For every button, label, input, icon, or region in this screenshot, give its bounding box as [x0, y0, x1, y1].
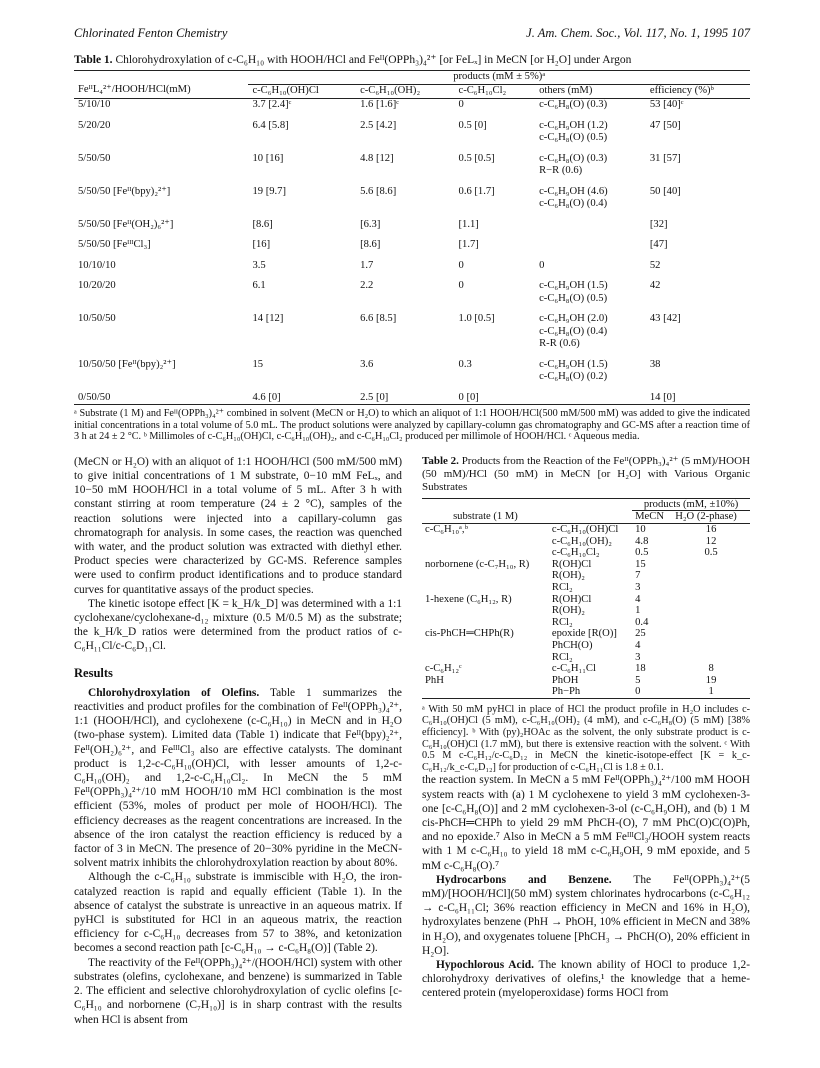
table-row	[422, 523, 750, 535]
table-cell: 3.5	[252, 259, 266, 271]
table-cell: 42	[649, 280, 661, 291]
table-cell: 4.8 [12]	[360, 152, 394, 164]
table-cell: 43 [42]	[649, 313, 681, 324]
table-cell: 3	[635, 581, 641, 593]
table-cell: 19 [9.7]	[252, 185, 286, 197]
table2-group-header: products (mM, ±10%)	[632, 498, 750, 511]
table-cell: 15	[252, 358, 264, 370]
table-cell	[422, 617, 549, 629]
table-cell: 0.6 [1.7]	[458, 185, 495, 197]
table-row	[74, 178, 750, 211]
table-row	[74, 99, 750, 112]
table1-col-header: c-C₆H₁₀(OH)Cl	[248, 84, 356, 99]
table-cell: [16]	[252, 239, 271, 250]
table-row	[422, 652, 750, 664]
hypochlorous-heading: Hypochlorous Acid.	[436, 959, 534, 972]
hypochlorous-paragraph	[422, 958, 750, 1001]
table-row	[422, 617, 750, 629]
table-cell: epoxide [R(O)]	[551, 628, 617, 640]
table-cell: 0.5 [0]	[458, 119, 487, 131]
table-cell	[672, 582, 750, 594]
table-cell	[672, 605, 750, 617]
reaction-paragraph: the reaction system. In MeCN a 5 mM Feᴵᴵ(OPPh₃)₄²⁺/100 mM HOOH system reacts with (a) 1 M cyclohexene to yield 3 mM cyclohexen-3-one [c-C₆H₈(O)] and 2 mM cyclohexen-3-ol (c-C₆H₉OH), and (b) 1 M cis-PhCH═CHPh to yield 29 mM PhCH-(O), 7 mM PhC(O)C(O)Ph, and no epoxide.⁷ Also in MeCN a 5 mM FeᴵᴵᴵCl₃/HOOH system reacts with 1 M c-C₆H₁₀ to yield 18 mM c-C₆H₉OH, 9 mM epoxide, and 5 mM c-C₆H₈(O).⁷	[422, 774, 750, 872]
table-cell: 18	[635, 663, 646, 675]
table-cell: 52	[649, 259, 661, 271]
table-cell: 5.6 [8.6]	[360, 185, 397, 197]
table-cell: 5/50/50	[78, 152, 111, 164]
table-cell	[672, 628, 750, 640]
table-cell	[672, 652, 750, 664]
table-cell: R(OH)₂	[551, 570, 585, 582]
table-row	[422, 605, 750, 617]
table-cell: RCl₂	[551, 616, 573, 628]
table-cell: 5	[635, 674, 641, 686]
table-row	[74, 351, 750, 384]
page	[74, 26, 750, 1027]
table-cell: 1	[635, 605, 641, 617]
table-cell: [47]	[649, 239, 668, 250]
table2-caption	[422, 455, 750, 494]
table-cell: 1.7	[360, 259, 374, 271]
table-cell: 2.2	[360, 280, 374, 291]
table1-label: Table 1.	[74, 54, 113, 66]
table-cell	[672, 570, 750, 582]
journal-citation: J. Am. Chem. Soc., Vol. 117, No. 1, 1995 107	[526, 26, 750, 40]
table2-title: Products from the Reaction of the Feᴵᴵ(OPPh₃)₄²⁺ (5 mM)/HOOH (50 mM)/HCl (50 mM) in MeCN [or H₂O] with Various Organic Substrates	[422, 454, 751, 493]
table-cell: c-C₆H₉OH (1.2) c-C₆H₈(O) (0.5)	[539, 119, 608, 143]
isotope-paragraph: The kinetic isotope effect [K = k_H/k_D] was determined with a 1:1 cyclohexane/cyclohexane-d₁₂ mixture (0.5 M/0.5 M) as the substrate; the k_H/k_D ratios were determined from the product ratios of c-C₆H₁₁Cl/c-C₆D₁₁Cl.	[74, 597, 402, 653]
table-cell: c-C₆H₈(O) (0.3) R−R (0.6)	[539, 152, 608, 176]
table2-col-mecn: MeCN	[632, 511, 672, 524]
table-cell: 1-hexene (C₆H₁₂, R)	[425, 593, 512, 605]
table-cell: 0.3	[458, 358, 472, 370]
table-cell: 10	[635, 523, 646, 535]
table-cell	[422, 605, 549, 617]
table-cell: 2.5 [0]	[360, 391, 389, 403]
table-cell: 0	[458, 259, 464, 271]
table-row	[74, 384, 750, 405]
table-cell: 0	[458, 280, 464, 291]
table-row	[422, 559, 750, 571]
olefin-heading: Chlorohydroxylation of Olefins.	[88, 686, 260, 699]
table-cell: 0 [0]	[458, 391, 479, 403]
table-cell: 25	[635, 628, 646, 640]
journal-section-title: Chlorinated Fenton Chemistry	[74, 26, 228, 40]
table-cell: [6.3]	[360, 218, 381, 230]
table-cell: 0	[635, 686, 641, 698]
aqueous-paragraph: Although the c-C₆H₁₀ substrate is immiscible with H₂O, the iron-catalyzed reaction is rapid and equally efficient (Table 1). In the absence of catalyst the substrate is unreactive in an aqueous matrix. If pyHCl is substituted for HCl in an aqueous matrix, the reaction efficiency for c-C₆H₁₀ decreases from 57 to 38%, and ketonization becomes a second reaction path [c-C₆H₁₀ → c-C₆H₈(O)] (Table 2).	[74, 871, 402, 955]
table-cell	[422, 582, 549, 594]
table-cell: 6.4 [5.8]	[252, 119, 289, 131]
table-cell	[535, 384, 646, 405]
table-row	[422, 536, 750, 548]
table-cell: 16	[705, 523, 717, 535]
table-cell: [32]	[649, 218, 668, 230]
table-cell	[535, 211, 646, 232]
running-header	[74, 26, 750, 41]
table-cell: 0	[458, 99, 464, 110]
table-cell: c-C₆H₁₂ᶜ	[425, 663, 462, 675]
table-cell: 50 [40]	[649, 185, 681, 197]
right-column	[422, 455, 750, 1027]
table-row	[422, 628, 750, 640]
table-cell	[672, 617, 750, 629]
table-cell: 3.6	[360, 358, 374, 370]
table1-title: Chlorohydroxylation of c-C₆H₁₀ with HOOH/HCl and Feᴵᴵ(OPPh₃)₄²⁺ [or FeLₓ] in MeCN [or H₂O] under Argon	[115, 54, 632, 66]
table-cell: PhH	[425, 674, 444, 686]
table-cell: Ph−Ph	[551, 686, 581, 698]
table-cell: 1	[708, 686, 714, 698]
table2-col-substrate: substrate (1 M)	[422, 511, 549, 524]
table-row	[422, 675, 750, 687]
table-cell: 4	[635, 639, 641, 651]
table-cell	[422, 570, 549, 582]
table1-col-header: c-C₆H₁₀(OH)₂	[356, 84, 454, 99]
table-cell: 47 [50]	[649, 119, 681, 131]
table-row	[422, 594, 750, 606]
table-cell: 10/50/50 [Feᴵᴵ(bpy)₂²⁺]	[78, 358, 176, 370]
table-cell: 19	[705, 674, 717, 686]
table1	[74, 70, 750, 405]
table-row	[74, 112, 750, 145]
table1-col-header: FeᴵᴵL₄²⁺/HOOH/HCl(mM)	[74, 84, 248, 99]
table-cell: c-C₆H₁₁Cl	[551, 663, 596, 675]
table-cell: 10/20/20	[78, 280, 116, 291]
table-cell: [1.7]	[458, 239, 479, 250]
table-cell: RCl₂	[551, 581, 573, 593]
table-cell: c-C₆H₁₀ᵃ,ᵇ	[425, 523, 468, 535]
table-cell: 2.5 [4.2]	[360, 119, 397, 131]
table-cell: PhOH	[551, 674, 579, 686]
table-cell: 5/50/50 [FeᴵᴵᴵCl₃]	[78, 239, 151, 250]
table-cell: PhCH(O)	[551, 639, 593, 651]
table-cell: 10/10/10	[78, 259, 116, 271]
olefin-paragraph	[74, 686, 402, 871]
table2-label: Table 2.	[422, 454, 459, 467]
table-cell	[422, 547, 549, 559]
table-row	[74, 272, 750, 305]
table1-group-header: products (mM ± 5%)ᵃ	[248, 71, 750, 85]
table-cell	[672, 594, 750, 606]
table-row	[74, 145, 750, 178]
table1-footnote: ᵃ Substrate (1 M) and Feᴵᴵ(OPPh₃)₄²⁺ combined in solvent (MeCN or H₂O) to which an aliquot of 1:1 HOOH/HCl(500 mM/500 mM) was added to give the indicated initial concentrations in a total volume of 5.0 mL. The product solutions were analyzed by capillary-column gas chromatography and GC-MS after a reaction time of 3 h at 24 ± 2 °C. ᵇ Millimoles of c-C₆H₁₀(OH)Cl, c-C₆H₁₀(OH)₂, and c-C₆H₁₀Cl₂ produced per millimole of HOOH/HCl. ᶜ Aqueous media.	[74, 408, 750, 443]
table-cell: 4.6 [0]	[252, 391, 281, 403]
table-cell: 4	[635, 593, 641, 605]
table-cell	[422, 536, 549, 548]
table-cell: 0.5	[635, 547, 649, 559]
table-cell: 5/50/50 [Feᴵᴵ(bpy)₂²⁺]	[78, 185, 171, 197]
table1-col-header: c-C₆H₁₀Cl₂	[455, 84, 536, 99]
table2-col-h2o: H₂O (2-phase)	[672, 511, 750, 524]
table-cell: RCl₂	[551, 651, 573, 663]
hydrocarbon-paragraph	[422, 873, 750, 958]
methods-paragraph: (MeCN or H₂O) with an aliquot of 1:1 HOOH/HCl (500 mM/500 mM) to give initial concentrations of 1 M substrate, 0−10 mM FeLₓ, and 10−50 mM HOOH/HCl in a total volume of 5 mL. After 3 h with constant stirring at room temperature (24 ± 2 °C), samples of the reaction solutions were injected into a capillary-column gas chromatograph for analysis. In some cases, the reaction was quenched with water, and the product solution was extracted with diethyl ether. Product species were characterized by GC-MS. Reference samples were used to confirm product identifications and to produce standard curves for quantitative assays of the product species.	[74, 455, 402, 596]
table-row	[422, 686, 750, 698]
table-cell: 14 [0]	[649, 391, 676, 403]
table-cell: c-C₆H₈(O) (0.3)	[539, 99, 608, 110]
table-cell: c-C₆H₉OH (4.6) c-C₆H₈(O) (0.4)	[539, 185, 608, 209]
table-cell: 3	[635, 651, 641, 663]
table-cell	[672, 640, 750, 652]
table1-col-header: others (mM)	[535, 84, 646, 99]
table-cell: 0	[539, 259, 545, 271]
reactivity-paragraph: The reactivity of the Feᴵᴵ(OPPh₃)₄²⁺/(HOOH/HCl) system with other substrates (olefins, cyclohexane, and benzene) is summarized in Table 2. The efficient and selective chlorohydroxylation of cyclic olefins [c-C₆H₁₀ and norbornene (C₇H₁₀)] is in sharp contrast with the results when HCl is absent from	[74, 956, 402, 1026]
table-cell: 6.1	[252, 280, 266, 291]
table-cell: 6.6 [8.5]	[360, 313, 397, 324]
table-cell: c-C₆H₁₀Cl₂	[551, 547, 600, 559]
table-cell: 38	[649, 358, 661, 370]
table-cell: 5/10/10	[78, 99, 111, 110]
hypochlorous-text: The known ability of HOCl to produce 1,2-chlorohydroxy derivatives of olefins,¹ the knowledge that a heme-centered protein (myeloperoxidase) forms HOCl from	[422, 959, 750, 1000]
table-cell: 0/50/50	[78, 391, 111, 403]
table-cell	[422, 652, 549, 664]
table-row	[422, 570, 750, 582]
table-cell: 31 [57]	[649, 152, 681, 164]
table-cell: 15	[635, 558, 646, 570]
table-cell	[672, 559, 750, 571]
table-cell: 5/20/20	[78, 119, 111, 131]
table-row	[74, 211, 750, 232]
table-cell: 8	[708, 663, 714, 675]
table-cell: 5/50/50 [Feᴵᴵ(OH₂)₆²⁺]	[78, 218, 174, 230]
table-cell: 1.6 [1.6]ᶜ	[360, 99, 399, 110]
olefin-text: Table 1 summarizes the reactivities and product profiles for the combination of Feᴵᴵ(OPPh₃)₄²⁺, 1:1 (HOOH/HCl), and cyclohexene (c-C₆H₁₀) in MeCN and in H₂O (two-phase system). Limited data (Table 1) indicate that Feᴵᴵ(bpy)₂²⁺, Feᴵᴵ(OH₂)₆²⁺, and FeᴵᴵᴵCl₃ also are effective catalysts. The dominant product is 1,2-c-C₆H₁₀(OH)Cl, with lesser amounts of 1,2-c-C₆H₁₀(OH)₂ and 1,2-c-C₆H₁₀Cl₂. In MeCN the 5 mM Feᴵᴵ(OPPh₃)₄²⁺/10 mM HOOH/10 mM HCl combination is the most efficient (53%, moles of product per mole of HOOH/HCl). The efficiency decreases as the reagent concentrations are increased. In the absence of the iron catalyst the reaction efficiency is reduced by a factor of 3 in MeCN. The presence of 20−30% pyridine in the MeCN-solvent matrix inhibits the chlorohydroxylation reaction by about 80%.	[74, 686, 402, 870]
table-cell: cis-PhCH═CHPh(R)	[425, 628, 514, 640]
table-cell: 0.5	[704, 547, 718, 559]
table-cell: c-C₆H₉OH (1.5) c-C₆H₈(O) (0.2)	[539, 358, 608, 382]
table-row	[422, 582, 750, 594]
table1-caption	[74, 53, 750, 67]
table-cell: R(OH)Cl	[551, 593, 592, 605]
table-cell: [8.6]	[360, 239, 381, 250]
table-cell: 12	[705, 535, 717, 547]
table-cell: 0.4	[635, 616, 649, 628]
hydrocarbon-text: The Feᴵᴵ(OPPh₃)₄²⁺(5 mM)/[HOOH/HCl](50 mM) system chlorinates hydrocarbons (c-C₆H₁₂ → c-C₆H₁₁Cl; 36% reaction efficiency in MeCN and 16% in H₂O), hydroxylates benzene (PhH → PhOH, 10% efficient in MeCN and 38% in H₂O), and oxygenates toluene [PhCH₃ → PhCH(O), 20% efficient in H₂O].	[422, 873, 750, 957]
table-cell: [1.1]	[458, 218, 479, 230]
table-cell: R(OH)Cl	[551, 558, 592, 570]
table-cell: 3.7 [2.4]ᶜ	[252, 99, 292, 110]
table-cell: 1.0 [0.5]	[458, 313, 495, 324]
table-cell: 14 [12]	[252, 313, 284, 324]
table1-col-header: efficiency (%)ᵇ	[646, 84, 750, 99]
table-cell: 0.5 [0.5]	[458, 152, 495, 164]
table-row	[74, 231, 750, 252]
table2	[422, 498, 750, 699]
table-cell: norbornene (c-C₇H₁₀, R)	[425, 558, 530, 570]
table-cell: c-C₆H₁₀(OH)Cl	[551, 523, 619, 535]
table-row	[422, 640, 750, 652]
table-cell: 4.8	[635, 535, 649, 547]
table-cell: c-C₆H₁₀(OH)₂	[551, 535, 612, 547]
table-cell: c-C₆H₉OH (1.5) c-C₆H₈(O) (0.5)	[539, 280, 608, 304]
table-cell: 7	[635, 570, 641, 582]
table-cell	[422, 640, 549, 652]
table-cell: 53 [40]ᶜ	[649, 99, 684, 110]
table-cell: [8.6]	[252, 218, 273, 230]
table-row	[74, 305, 750, 351]
table2-footnote: ᵃ With 50 mM pyHCl in place of HCl the product profile in H₂O includes c-C₆H₁₀(OH)Cl (5 mM), c-C₆H₁₀(OH)₂ (4 mM), and c-C₆H₈(O) (5 mM) [38% efficiency]. ᵇ With (py)₂HOAc as the solvent, the only substrate product is c-C₆H₁₀(OH)Cl (1.7 mM), but there is extensive reaction with the solvent. ᶜ With 0.5 M c-C₆H₁₂/c-C₆D₁₂ in MeCN the kinetic-isotope-effect [K = k_c-C₆H₁₂/k_c-C₆D₁₂] for production of c-C₆H₁₁Cl is 1.8 ± 0.1.	[422, 703, 750, 773]
table-cell	[422, 686, 549, 698]
table-cell: 10/50/50	[78, 313, 116, 324]
table-cell: R(OH)₂	[551, 605, 585, 617]
left-column	[74, 455, 402, 1027]
table-row	[422, 663, 750, 675]
table-cell: 10 [16]	[252, 152, 284, 164]
table-cell: c-C₆H₉OH (2.0) c-C₆H₈(O) (0.4) R-R (0.6)	[539, 313, 608, 349]
table-row	[422, 547, 750, 559]
hydrocarbon-heading: Hydrocarbons and Benzene.	[436, 873, 612, 886]
table-row	[74, 252, 750, 273]
table-cell	[535, 231, 646, 252]
results-heading: Results	[74, 665, 113, 680]
